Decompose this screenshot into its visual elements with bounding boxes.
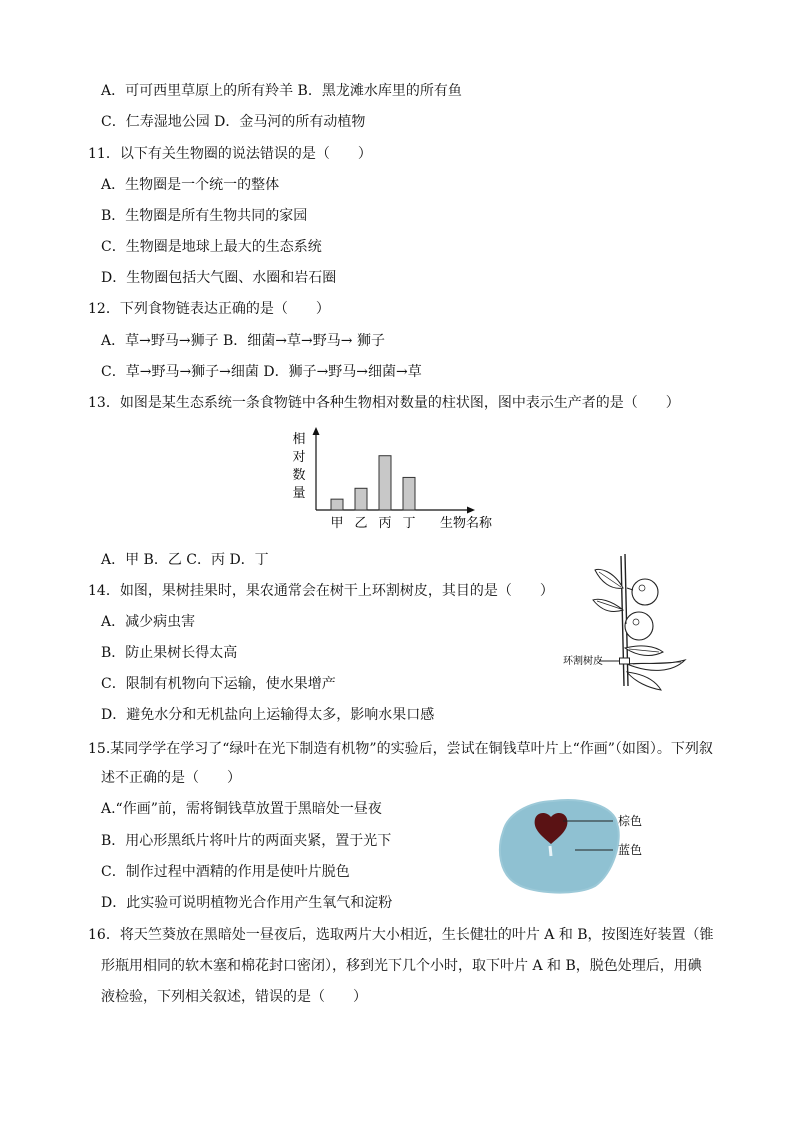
bar-3 (403, 477, 415, 510)
x-tick-label: 甲 (330, 516, 344, 531)
leaf-heart-figure (495, 794, 655, 898)
q14-option-d: D．避免水分和无机盐向上运输得太多，影响水果口感 (101, 707, 435, 723)
y-label-char: 量 (292, 486, 306, 501)
q14-option-a: A．减少病虫害 (101, 614, 196, 630)
fruit-tree-branch-figure (555, 548, 695, 693)
y-label-char: 数 (292, 468, 306, 483)
bar-0 (331, 499, 343, 510)
x-axis-arrow (467, 507, 475, 514)
q15-option-b: B．用心形黑纸片将叶片的两面夹紧，置于光下 (101, 833, 392, 849)
q14-option-c: C．限制有机物向下运输，使水果增产 (101, 676, 336, 692)
q15-option-c: C．制作过程中酒精的作用是使叶片脱色 (101, 864, 350, 880)
q16-line1: 16．将天竺葵放在黑暗处一昼夜后，选取两片大小相近，生长健壮的叶片 A 和 B，按图连好装置（锥 (88, 927, 714, 943)
y-axis-label (292, 431, 305, 501)
q15-option-d: D．此实验可说明植物光合作用产生氧气和淀粉 (101, 895, 393, 911)
q10-option-ab: A．可可西里草原上的所有羚羊 B．黑龙滩水库里的所有鱼 (101, 83, 462, 99)
bar-1 (355, 488, 367, 510)
y-axis-arrow (313, 427, 320, 435)
bar-chart (285, 424, 510, 534)
girdle-label: 环割树皮 (563, 656, 603, 667)
q16-line3: 液检验，下列相关叙述，错误的是（ ） (101, 989, 367, 1005)
q16-line2: 形瓶用相同的软木塞和棉花封口密闭），移到光下几个小时，取下叶片 A 和 B，脱色处理后，用碘 (101, 958, 702, 974)
q13-options: A．甲 B．乙 C．丙 D．丁 (101, 552, 269, 568)
q11-option-b: B．生物圈是所有生物共同的家园 (101, 208, 308, 224)
q13-stem: 13．如图是某生态系统一条食物链中各种生物相对数量的柱状图，图中表示生产者的是（ ） (88, 395, 680, 411)
x-tick-label: 乙 (354, 516, 368, 531)
q11-stem: 11．以下有关生物圈的说法错误的是（ ） (88, 146, 372, 162)
q14-stem: 14．如图，果树挂果时，果农通常会在树干上环割树皮，其目的是（ ） (88, 583, 554, 599)
q10-option-cd: C．仁寿湿地公园 D．金马河的所有动植物 (101, 114, 366, 130)
q12-stem: 12．下列食物链表达正确的是（ ） (88, 301, 330, 317)
q12-option-cd: C．草→野马→狮子→细菌 D．狮子→野马→细菌→草 (101, 364, 422, 380)
brown-label: 棕色 (618, 814, 643, 828)
q15-stem-line2: 述不正确的是（ ） (101, 770, 241, 786)
x-tick-label: 丙 (378, 516, 392, 531)
x-tick-label: 丁 (402, 516, 416, 531)
q12-option-ab: A．草→野马→狮子 B．细菌→草→野马→ 狮子 (101, 333, 385, 349)
q11-option-a: A．生物圈是一个统一的整体 (101, 177, 280, 193)
q15-option-a: A.“作画”前，需将铜钱草放置于黑暗处一昼夜 (101, 801, 382, 817)
q11-option-c: C．生物圈是地球上最大的生态系统 (101, 239, 322, 255)
blue-label: 蓝色 (618, 843, 643, 857)
q11-option-d: D．生物圈包括大气圈、水圈和岩石圈 (101, 270, 337, 286)
y-label-char: 相 (292, 432, 306, 447)
bar-2 (379, 456, 391, 510)
x-axis-label: 生物名称 (439, 516, 493, 531)
q15-stem-line1: 15.某同学学在学习了“绿叶在光下制造有机物”的实验后，尝试在铜钱草叶片上“作画”（如图）。下列叙 (88, 741, 713, 757)
q14-option-b: B．防止果树长得太高 (101, 645, 238, 661)
y-label-char: 对 (292, 450, 306, 465)
